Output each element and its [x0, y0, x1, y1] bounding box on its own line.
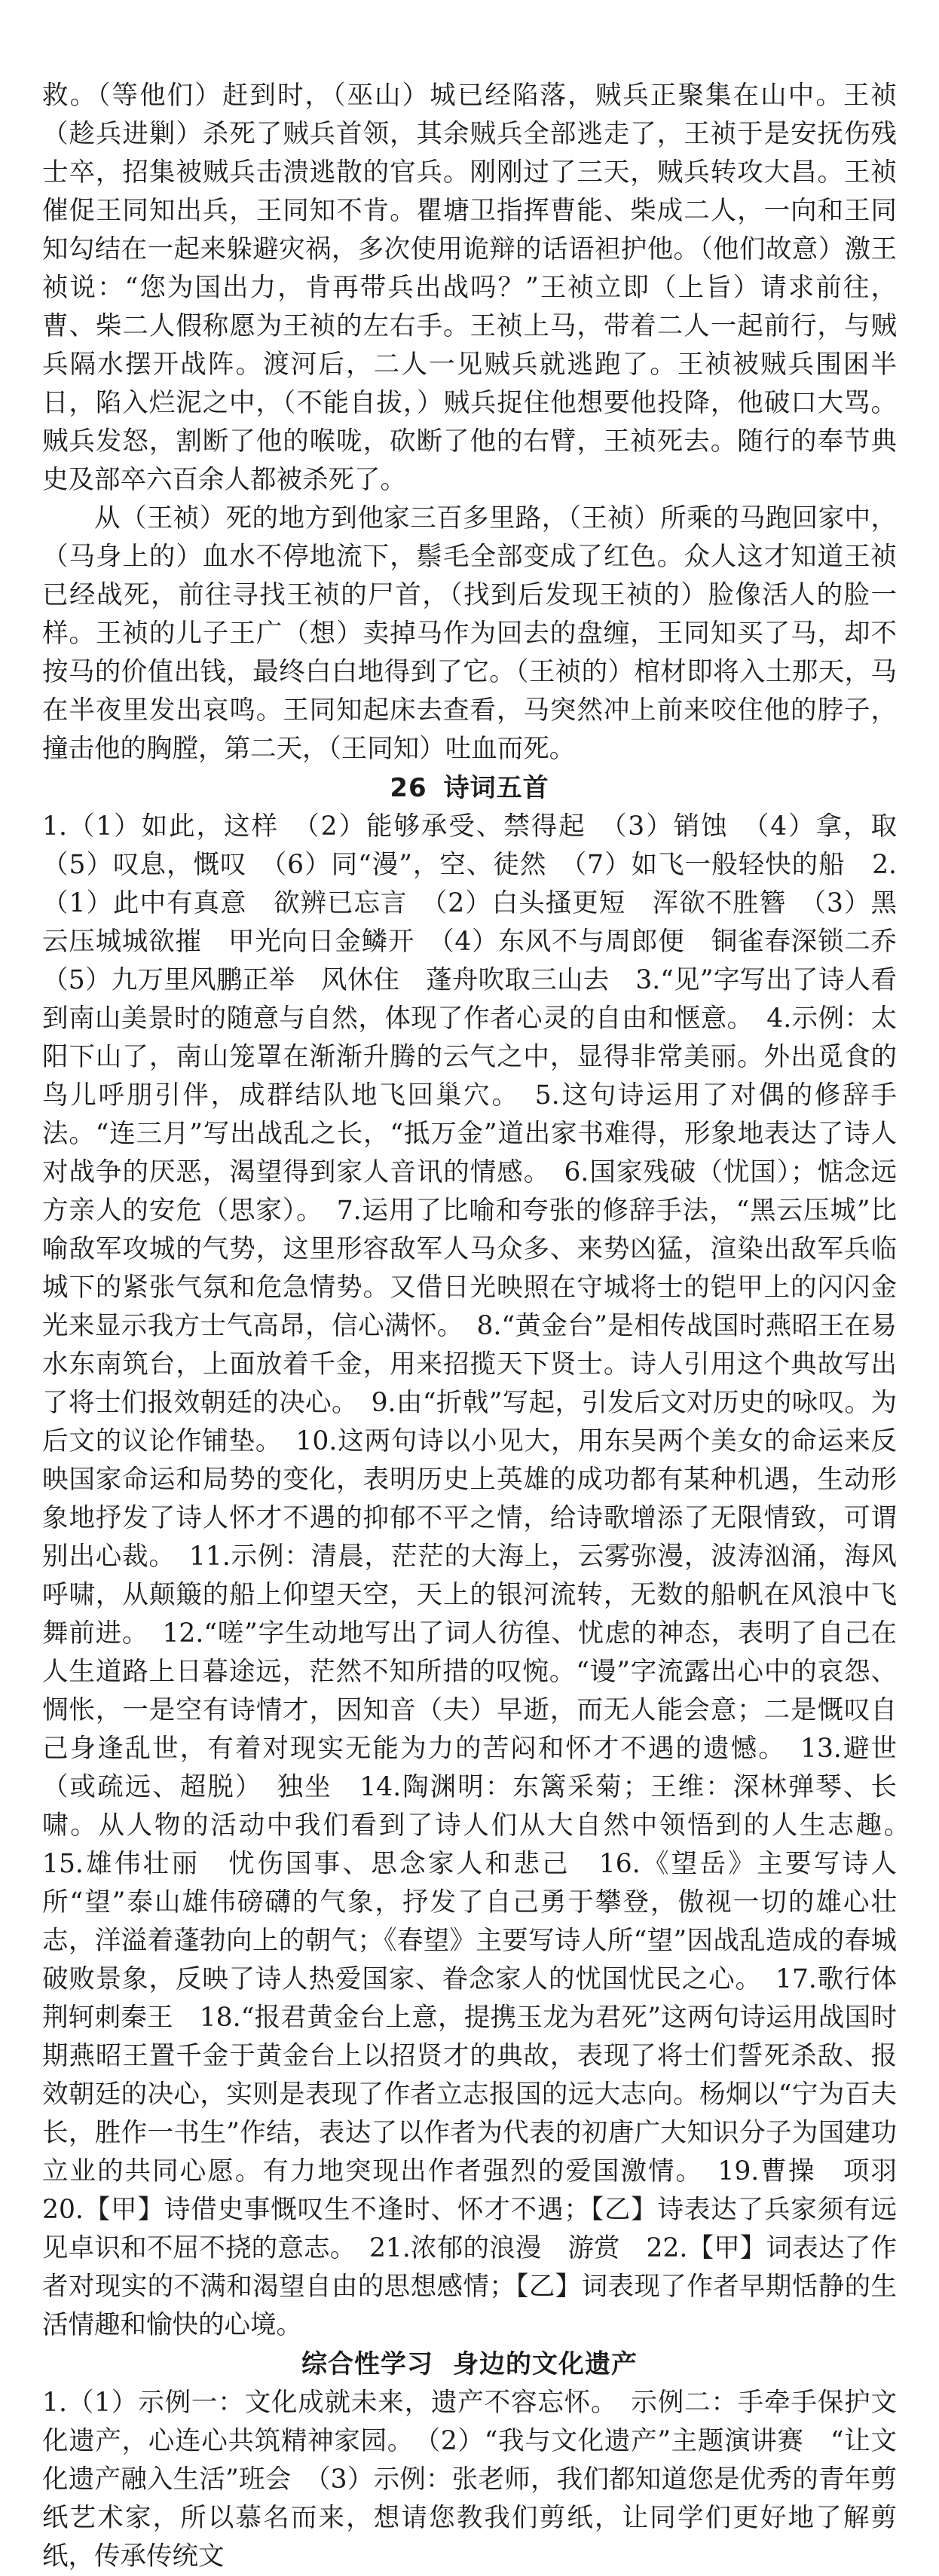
section-26-answers: 1.（1）如此，这样 （2）能够承受、禁得起 （3）销蚀 （4）拿，取 （5）叹息，慨叹 （6）同“漫”，空、徒然 （7）如飞一般轻快的船 2.（1）此中有真意 欲辨已忘言 （2）白头搔更短 浑欲不胜簪 （3）黑云压城城欲摧 甲光向日金鳞开 （4）东风不与周郎便 铜雀春深锁二乔 （5）九万里风鹏正举 风休住 蓬舟吹取三山去 3.“见”字写出了诗人看到南山美景时的随意与自然，体现了作者心灵的自由和惬意。 4.示例：太阳下山了，南山笼罩在渐渐升腾的云气之中，显得非常美丽。外出觅食的鸟儿呼朋引伴，成群结队地飞回巢穴。 5.这句诗运用了对偶的修辞手法。“连三月”写出战乱之长，“抵万金”道出家书难得，形象地表达了诗人对战争的厌恶，渴望得到家人音讯的情感。 6.国家残破（忧国）；惦念远方亲人的安危（思家）。 7.运用了比喻和夸张的修辞手法，“黑云压城”比喻敌军攻城的气势，这里形容敌军人马众多、来势凶猛，渲染出敌军兵临城下的紧张气氛和危急情势。又借日光映照在守城将士的铠甲上的闪闪金光来显示我方士气高昂，信心满怀。 8.“黄金台”是相传战国时燕昭王在易水东南筑台，上面放着千金，用来招揽天下贤士。诗人引用这个典故写出了将士们报效朝廷的决心。 9.由“折戟”写起，引发后文对历史的咏叹。为后文的议论作铺垫。 10.这两句诗以小见大，用东吴两个美女的命运来反映国家命运和局势的变化，表明历史上英雄的成功都有某种机遇，生动形象地抒发了诗人怀才不遇的抑郁不平之情，给诗歌增添了无限情致，可谓别出心裁。 11.示例：清晨，茫茫的大海上，云雾弥漫，波涛汹涌，海风呼啸，从颠簸的船上仰望天空，天上的银河流转，无数的船帆在风浪中飞舞前进。 12.“嗟”字生动地写出了词人彷徨、忧虑的神态，表明了自己在人生道路上日暮途远，茫然不知所措的叹惋。“谩”字流露出心中的哀怨、惆怅，一是空有诗情才，因知音（夫）早逝，而无人能会意；二是慨叹自己身逢乱世，有着对现实无能为力的苦闷和怀才不遇的遗憾。 13.避世（或疏远、超脱） 独坐 14.陶渊明：东篱采菊；王维：深林弹琴、长啸。从人物的活动中我们看到了诗人们从大自然中领悟到的人生志趣。 15.雄伟壮丽 忧伤国事、思念家人和悲己 16.《望岳》主要写诗人所“望”泰山雄伟磅礴的气象，抒发了自己勇于攀登，傲视一切的雄心壮志，洋溢着蓬勃向上的朝气；《春望》主要写诗人所“望”因战乱造成的春城破败景象，反映了诗人热爱国家、眷念家人的忧国忧民之心。 17.歌行体 荆轲刺秦王 18.“报君黄金台上意，提携玉龙为君死”这两句诗运用战国时期燕昭王置千金于黄金台上以招贤才的典故，表现了将士们誓死杀敌、报效朝廷的决心，实则是表现了作者立志报国的远大志向。杨炯以“宁为百夫长，胜作一书生”作结，表达了以作者为代表的初唐广大知识分子为国建功立业的共同心愿。有力地突现出作者强烈的爱国激情。 19.曹操 项羽 20.【甲】诗借史事慨叹生不逢时、怀才不遇；【乙】诗表达了兵家须有远见卓识和不屈不挠的意志。 21.浓郁的浪漫 游赏 22.【甲】词表达了作者对现实的不满和渴望自由的思想感情；【乙】词表现了作者早期恬静的生活情趣和愉快的心境。 [42, 811, 923, 2340]
section-heading-zonghe [42, 2345, 897, 2384]
prev-translation-paragraph-1: 救。（等他们）赶到时，（巫山）城已经陷落，贼兵正聚集在山中。王祯（趁兵进剿）杀死了贼兵首领，其余贼兵全部逃走了，王祯于是安抚伤残士卒，招集被贼兵击溃逃散的官兵。刚刚过了三天，贼兵转攻大昌。王祯催促王同知出兵，王同知不肯。瞿塘卫指挥曹能、柴成二人，一向和王同知勾结在一起来躲避灾祸，多次使用诡辩的话语袒护他。（他们故意）激王祯说：“您为国出力，肯再带兵出战吗？”王祯立即（上旨）请求前往，曹、柴二人假称愿为王祯的左右手。王祯上马，带着二人一起前行，与贼兵隔水摆开战阵。渡河后，二人一见贼兵就逃跑了。王祯被贼兵围困半日，陷入烂泥之中，（不能自拔，）贼兵捉住他想要他投降，他破口大骂。贼兵发怒，割断了他的喉咙，砍断了他的右臂，王祯死去。随行的奉节典史及部卒六百余人都被杀死了。 [42, 81, 897, 495]
section-heading-26 [42, 769, 897, 808]
section-title-part2: 身边的文化遗产 [453, 2349, 638, 2379]
section-title-part1: 综合性学习 [301, 2349, 433, 2379]
section-zonghe-answers: 1.（1）示例一：文化成就未来，遗产不容忘怀。 示例二：手牵手保护文化遗产，心连心共筑精神家园。 （2）“我与文化遗产”主题演讲赛 “让文化遗产融入生活”班会 （3）示例：张老师，我们都知道您是优秀的青年剪纸艺术家，所以慕名而来，想请您教我们剪纸，让同学们更好地了解剪纸，传承传统文 [42, 2388, 897, 2571]
section-title: 诗词五首 [443, 773, 549, 803]
answer-page [42, 77, 923, 2576]
section-number: 26 [390, 773, 427, 803]
prev-translation-paragraph-2: 从（王祯）死的地方到他家三百多里路，（王祯）所乘的马跑回家中，（马身上的）血水不停地流下，鬃毛全部变成了红色。众人这才知道王祯已经战死，前往寻找王祯的尸首，（找到后发现王祯的）脸像活人的脸一样。王祯的儿子王广（想）卖掉马作为回去的盘缠，王同知买了马，却不按马的价值出钱，最终白白地得到了它。（王祯的）棺材即将入土那天，马在半夜里发出哀鸣。王同知起床去查看，马突然冲上前来咬住他的脖子，撞击他的胸膛，第二天，（王同知）吐血而死。 [42, 503, 897, 764]
